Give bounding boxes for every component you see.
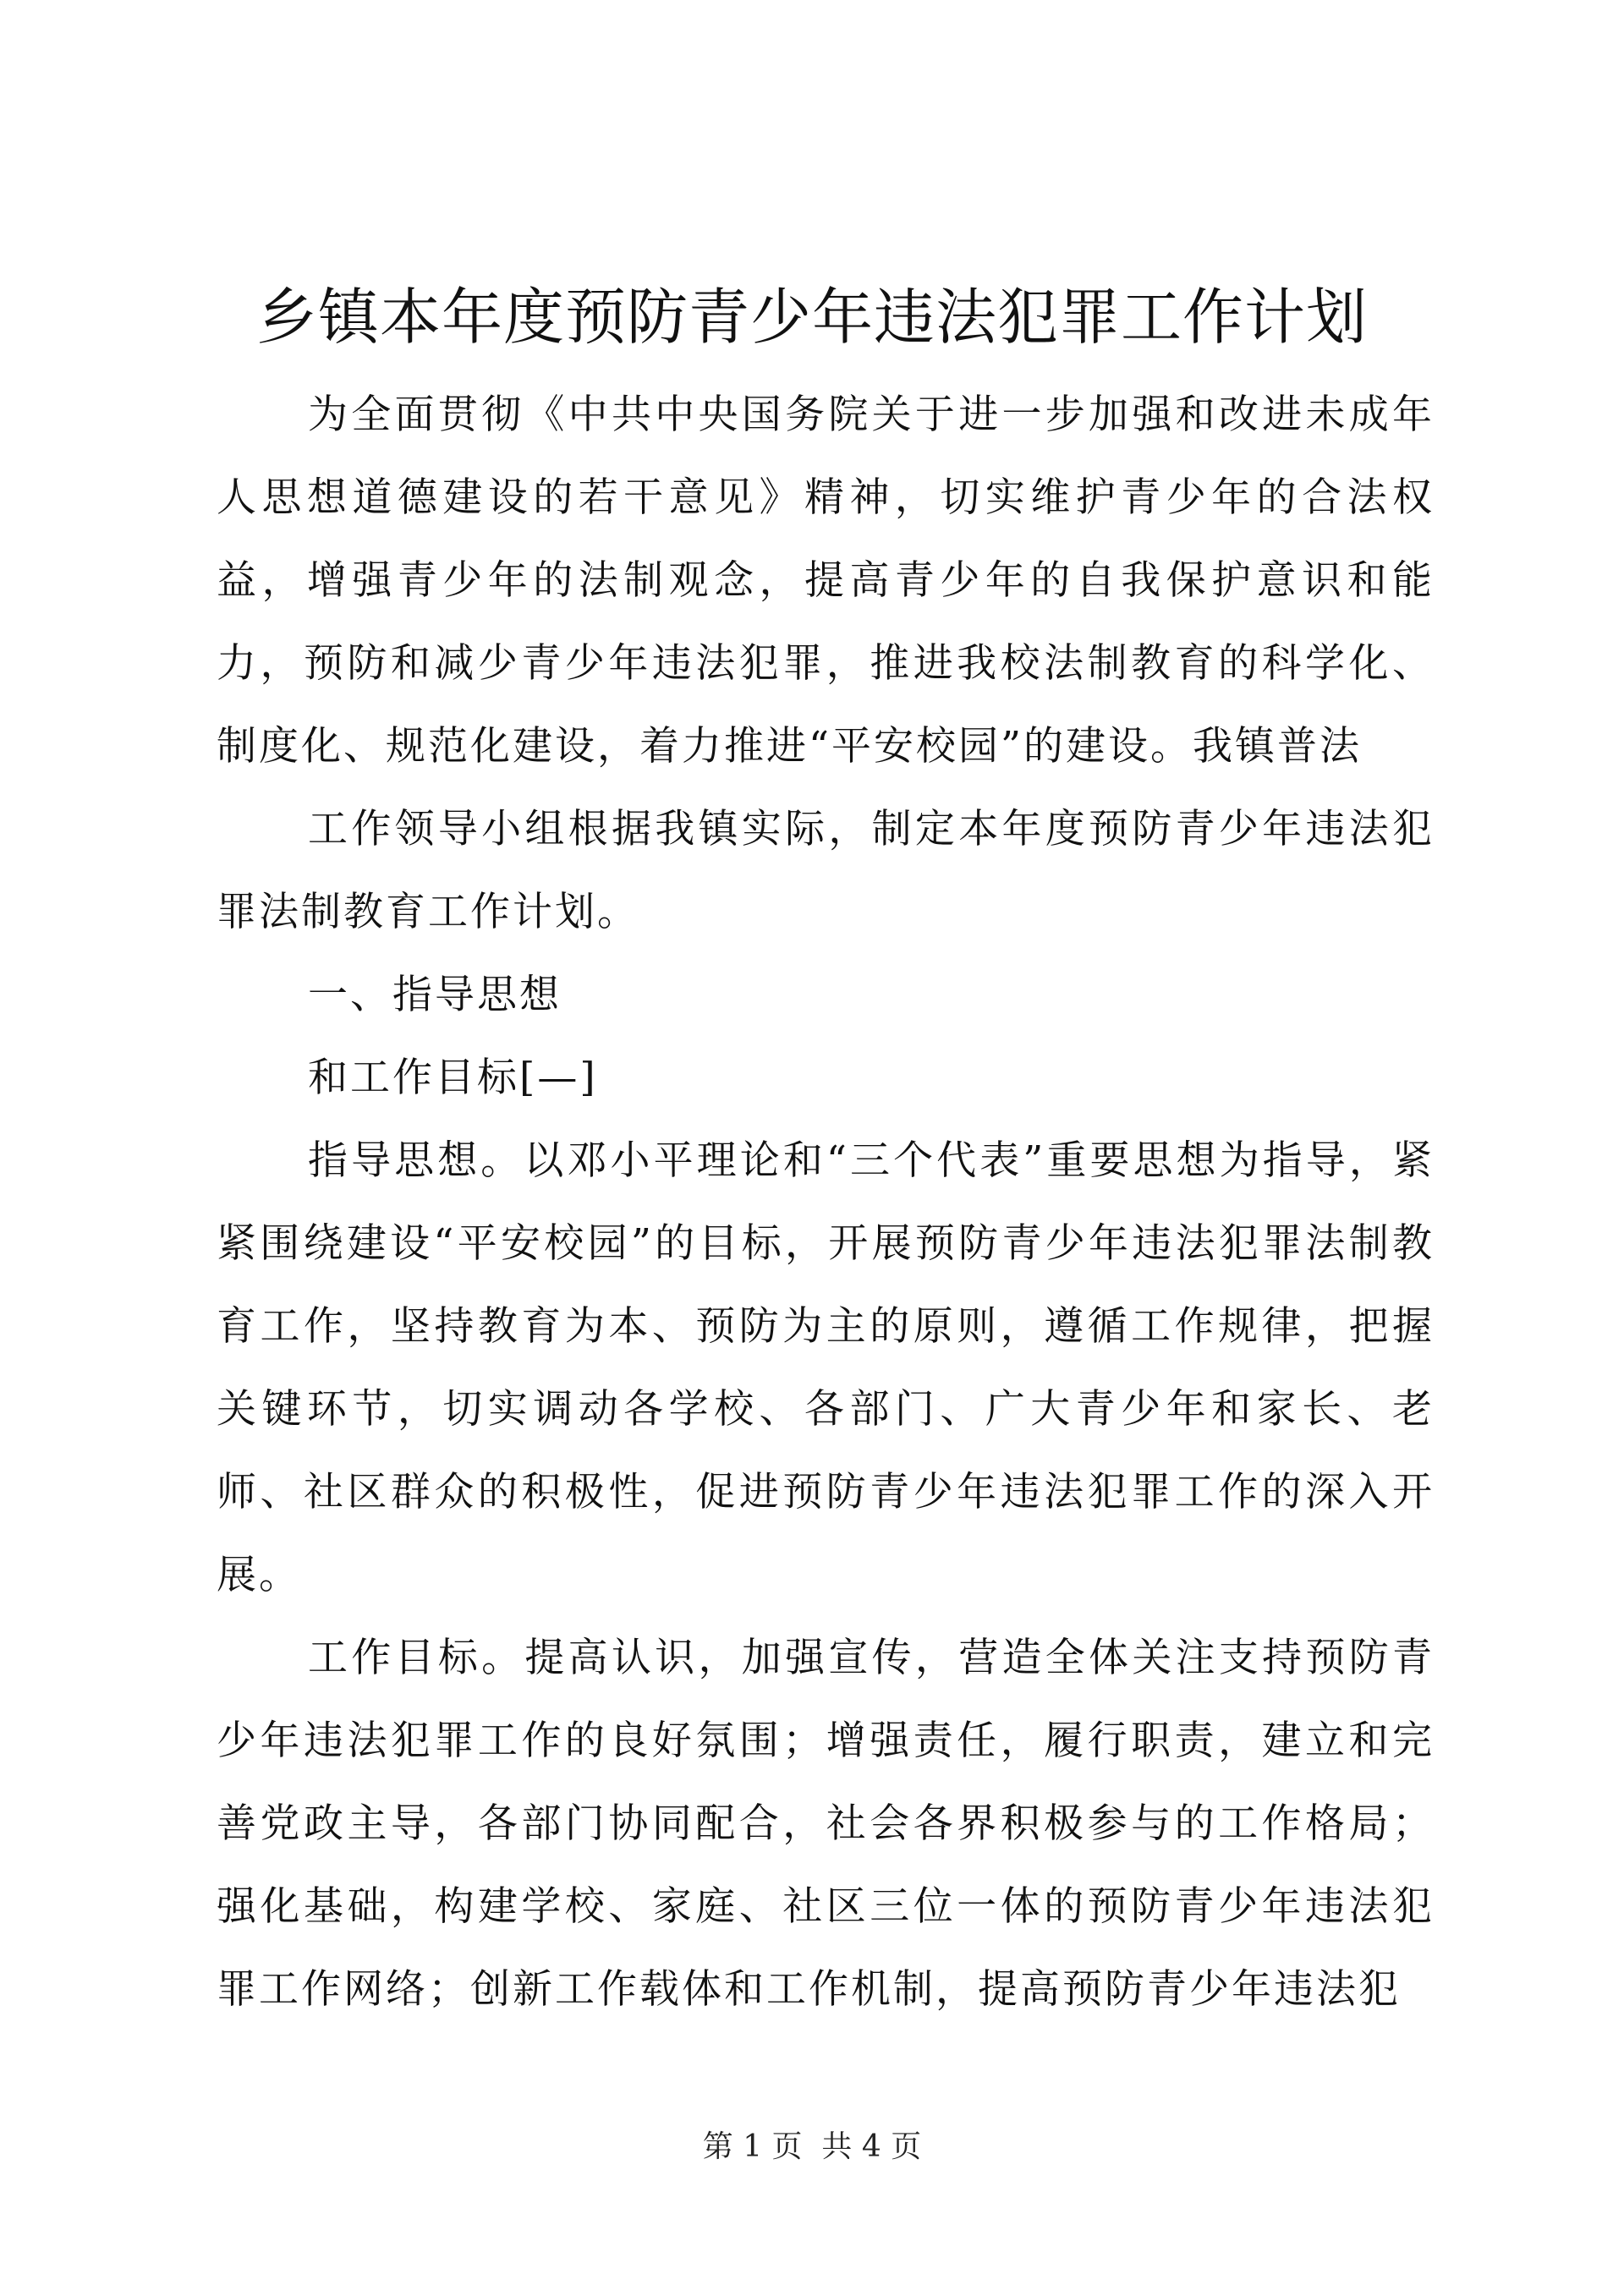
paragraph-guiding-ideology: 指导思想。以邓小平理论和“三个代表”重要思想为指导，紧紧围绕建设“平安校园”的目标，开展预防青少年违法犯罪法制教育工作，坚持教育为本、预防为主的原则，遵循工作规律，把握关键环节，切实调动各学校、各部门、广大青少年和家长、老师、社区群众的积极性，促进预防青少年违法犯罪工作的深入开展。 — [217, 1137, 1435, 1598]
page-number: 第 1 页 共 4 页 — [702, 2129, 922, 2164]
document-body — [217, 374, 1435, 2031]
paragraph-work-goals: 工作目标。提高认识，加强宣传，营造全体关注支持预防青少年违法犯罪工作的良好氛围；增强责任，履行职责，建立和完善党政主导，各部门协同配合，社会各界积极参与的工作格局；强化基础，构建学校、家庭、社区三位一体的预防青少年违法犯罪工作网络；创新工作载体和工作机制，提高预防青少年违法犯 — [217, 1635, 1435, 2013]
page-footer — [0, 2126, 1624, 2168]
paragraph-plan-statement: 工作领导小组根据我镇实际，制定本年度预防青少年违法犯罪法制教育工作计划。 — [217, 806, 1435, 935]
document-title: 乡镇本年度预防青少年违法犯罪工作计划 — [255, 282, 1368, 353]
section-heading-work-goals: 和工作目标[—] — [308, 1055, 598, 1101]
section-heading-guiding-ideology: 一、指导思想 — [308, 972, 562, 1018]
paragraph-intro: 为全面贯彻《中共中央国务院关于进一步加强和改进未成年人思想道德建设的若干意见》精神，切实维护青少年的合法权益，增强青少年的法制观念，提高青少年的自我保护意识和能力，预防和减少青少年违法犯罪，推进我校法制教育的科学化、制度化、规范化建设，着力推进“平安校园”的建设。我镇普法 — [217, 392, 1435, 770]
